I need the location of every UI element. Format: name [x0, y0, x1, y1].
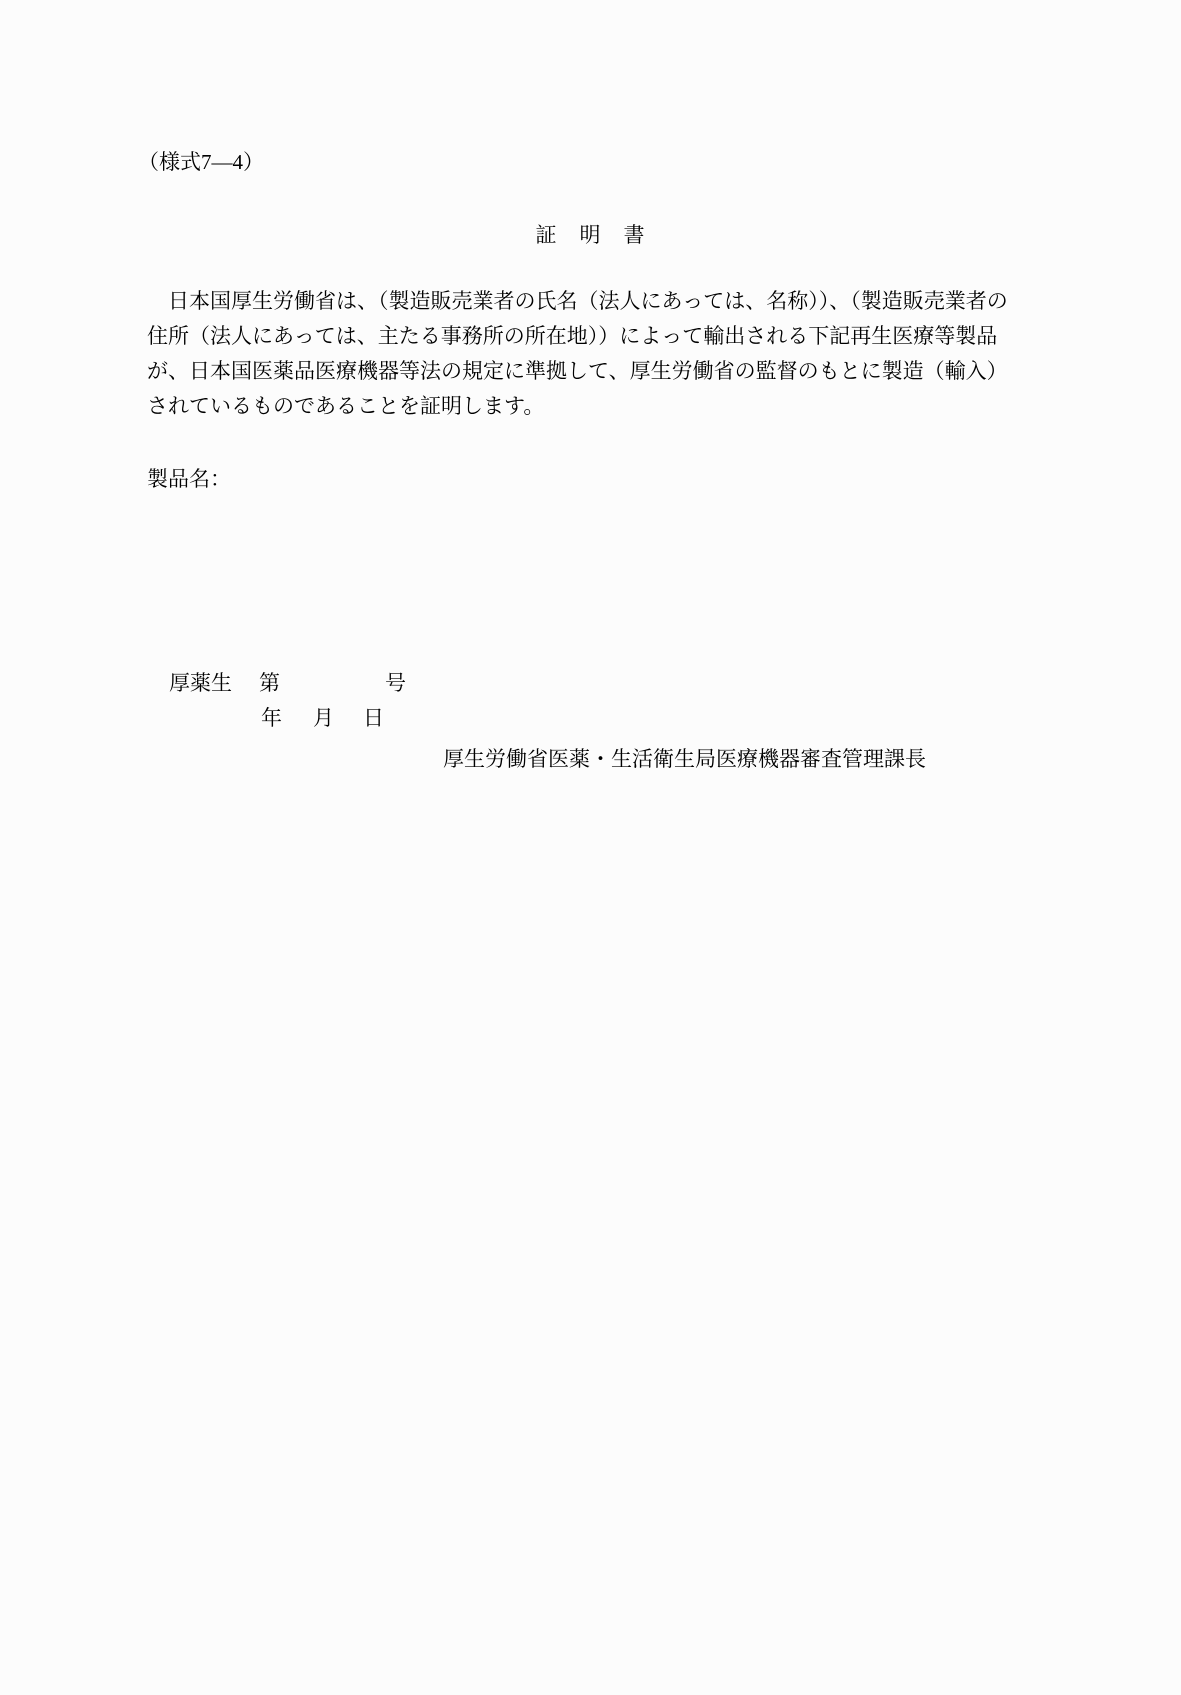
body-paragraph [147, 284, 1047, 424]
document-number-dai: 第 [259, 671, 280, 695]
body-line-2: 住所（法人にあっては、主たる事務所の所在地））によって輸出される下記再生医療等製品 [147, 324, 998, 348]
document-number-go: 号 [385, 671, 406, 695]
document-title: 証 明 書 [535, 223, 646, 247]
body-line-4: されているものであることを証明します。 [147, 394, 545, 418]
product-name-label: 製品名： [147, 467, 231, 491]
date-month-label: 月 [313, 706, 334, 730]
document-number-prefix: 厚薬生 [169, 671, 232, 695]
body-line-3: が、日本国医薬品医療機器等法の規定に準拠して、厚生労働省の監督のもとに製造（輸入） [147, 359, 1008, 383]
form-number-label: （様式7―4） [138, 150, 264, 174]
signature-title: 厚生労働省医薬・生活衛生局医療機器審査管理課長 [443, 747, 926, 771]
date-year-label: 年 [261, 706, 282, 730]
date-line [240, 682, 384, 754]
body-line-1: 日本国厚生労働省は、（製造販売業者の氏名（法人にあっては、名称））、（製造販売業者の [147, 289, 1008, 313]
date-day-label: 日 [363, 706, 384, 730]
